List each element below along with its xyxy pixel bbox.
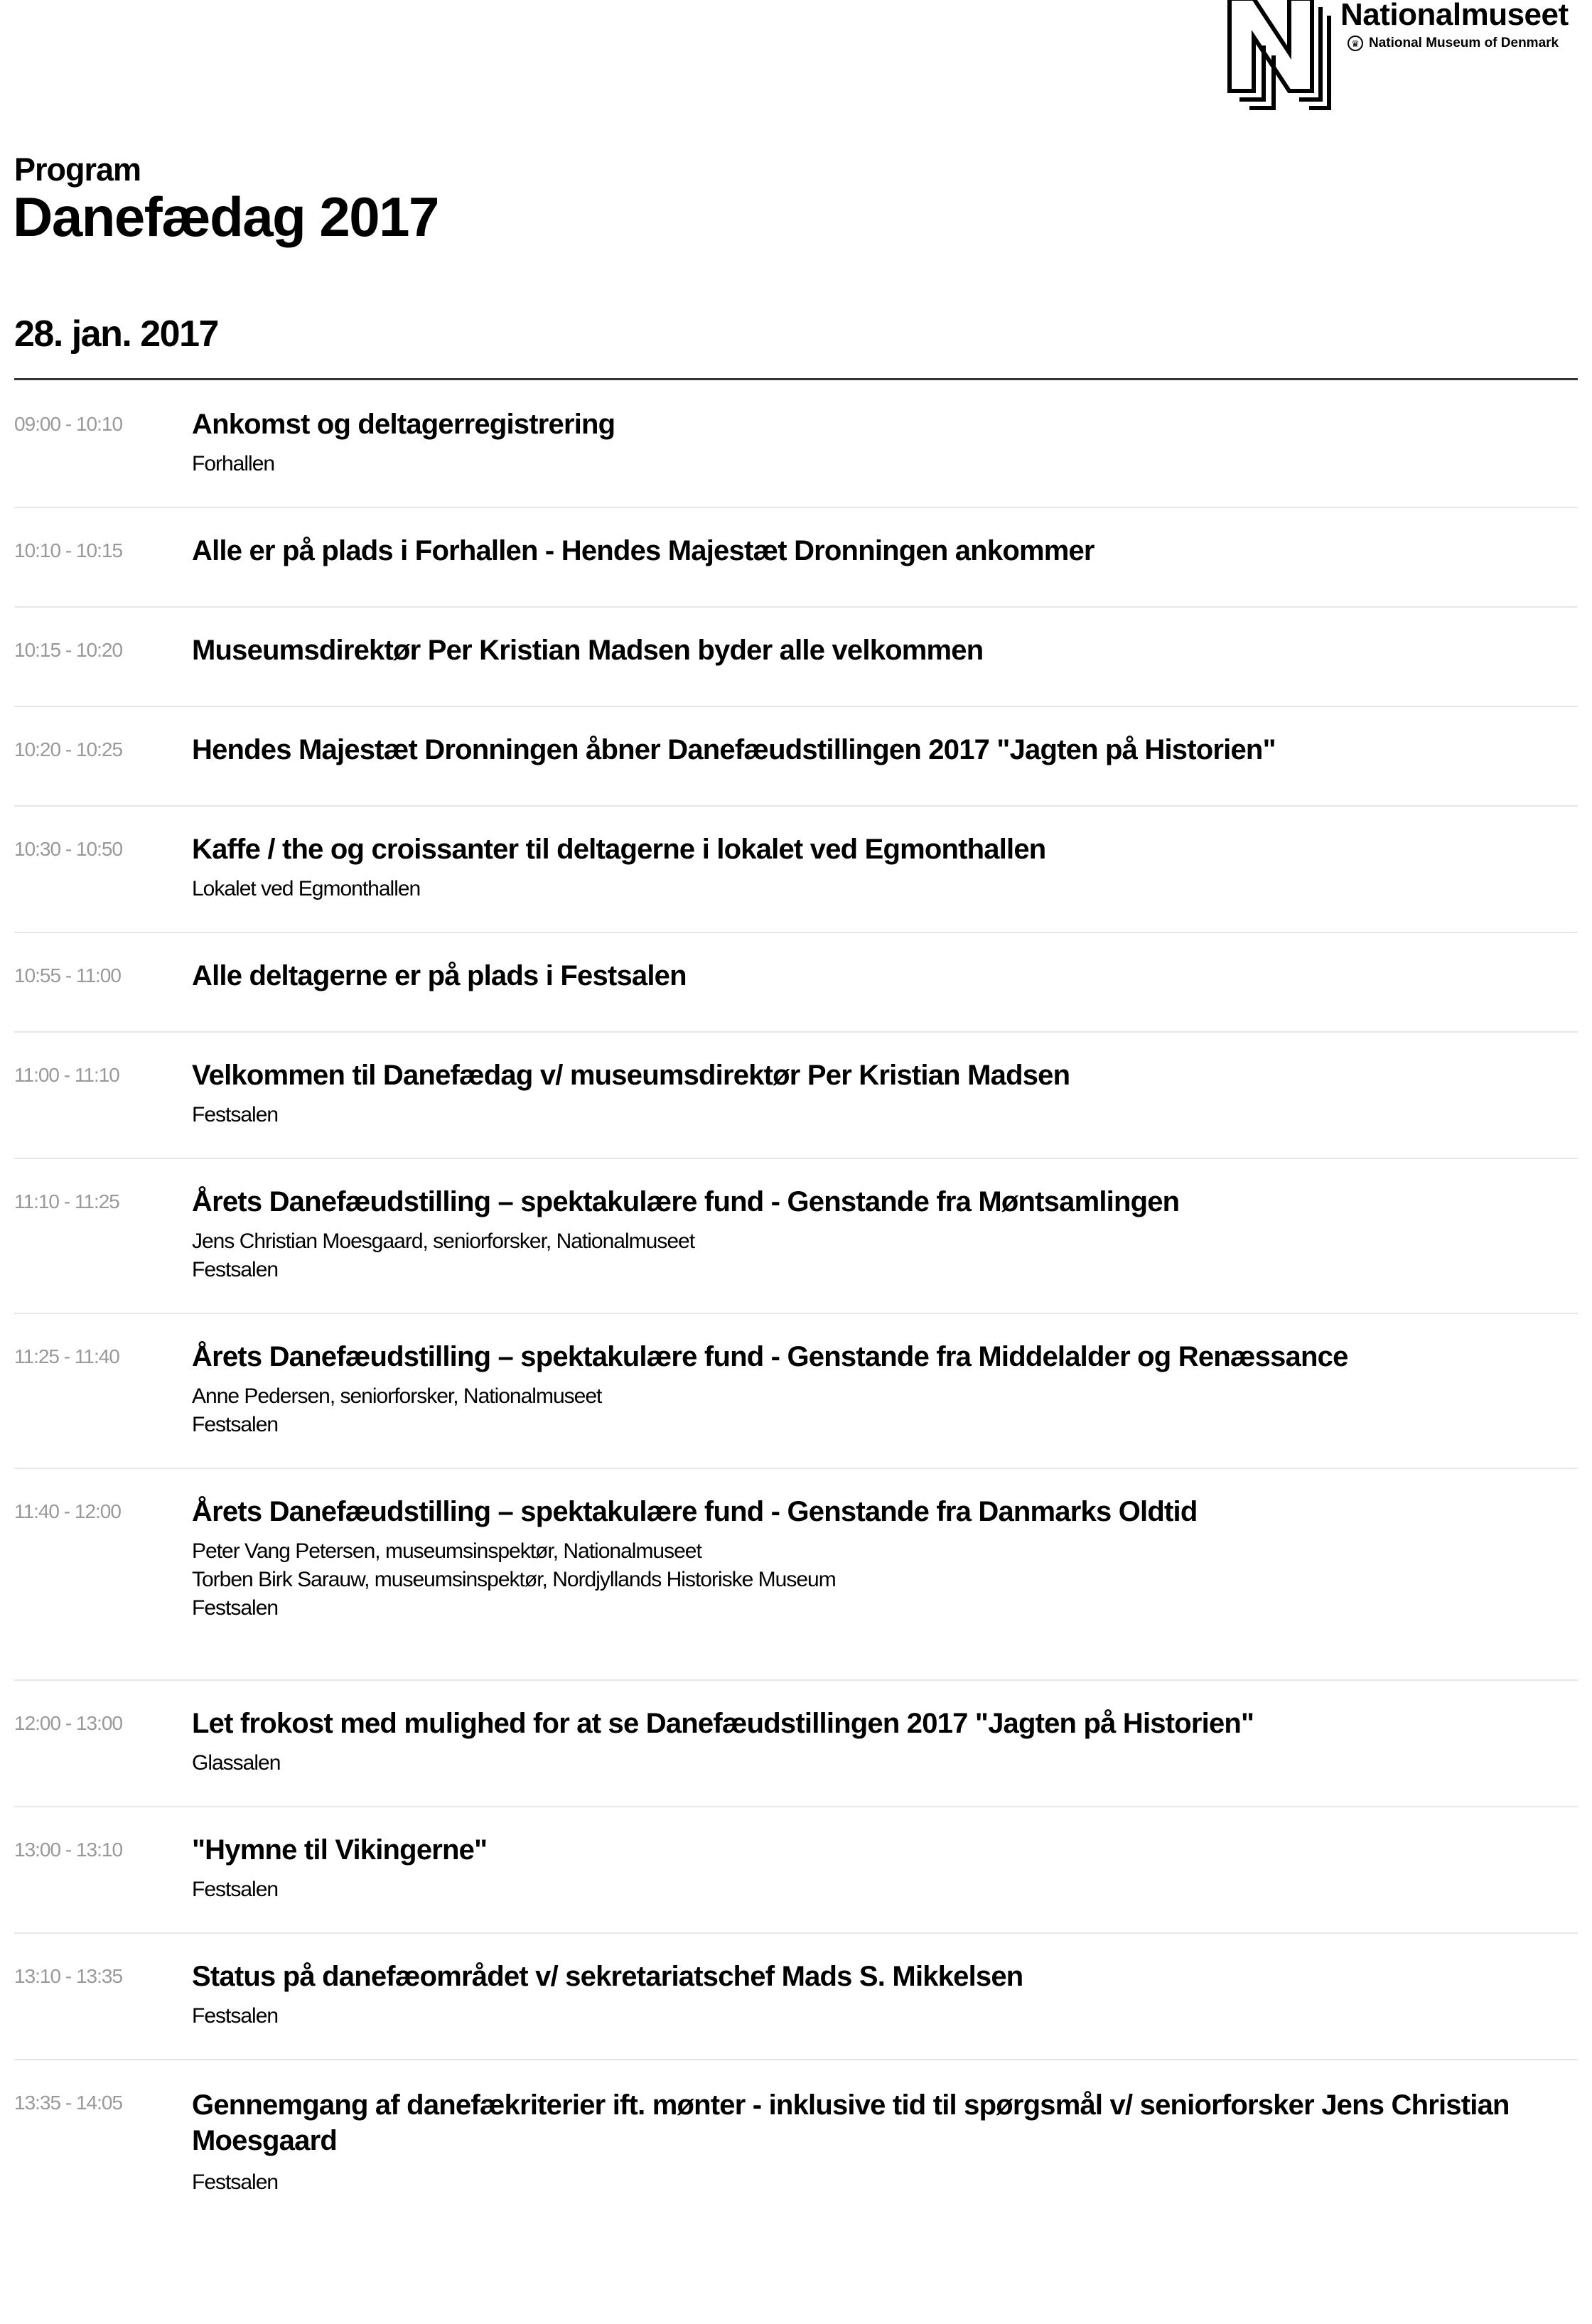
event-title: Gennemgang af danefækriterier ift. mønter - inklusive tid til spørgsmål v/ seniorforsker Jens Christian Moesgaard bbox=[192, 2089, 1510, 2156]
logo-subtitle-text: National Museum of Denmark bbox=[1369, 36, 1559, 50]
nationalmuseet-logo-icon bbox=[1225, 0, 1339, 117]
event-title: Ankomst og deltagerregistrering bbox=[192, 409, 615, 440]
time-range: 10:20 - 10:25 bbox=[14, 738, 123, 760]
time-range: 13:35 - 14:05 bbox=[14, 2092, 123, 2114]
logo-subtitle bbox=[1348, 36, 1559, 51]
event-title: Kaffe / the og croissanter til deltagerne i lokalet ved Egmonthallen bbox=[192, 834, 1046, 865]
schedule-row bbox=[14, 507, 1578, 606]
schedule-list bbox=[14, 380, 1578, 2225]
event-title: Årets Danefæudstilling – spektakulære fund - Genstande fra Danmarks Oldtid bbox=[192, 1496, 1198, 1527]
event-location: Festsalen bbox=[192, 1596, 279, 1620]
time-range: 10:30 - 10:50 bbox=[14, 838, 123, 860]
event-title: Velkommen til Danefædag v/ museumsdirektør Per Kristian Madsen bbox=[192, 1060, 1070, 1091]
event-speaker: Peter Vang Petersen, museumsinspektør, Nationalmuseet bbox=[192, 1539, 701, 1563]
schedule-row bbox=[14, 1679, 1578, 1806]
schedule-row bbox=[14, 2059, 1578, 2225]
schedule-row bbox=[14, 1468, 1578, 1679]
event-location: Festsalen bbox=[192, 1258, 279, 1281]
schedule-row bbox=[14, 1932, 1578, 2059]
event-location: Forhallen bbox=[192, 452, 275, 475]
schedule-row bbox=[14, 380, 1578, 507]
time-range: 11:10 - 11:25 bbox=[14, 1190, 119, 1212]
event-location: Festsalen bbox=[192, 1878, 279, 1901]
time-range: 10:10 - 10:15 bbox=[14, 539, 123, 561]
event-title: Årets Danefæudstilling – spektakulære fund - Genstande fra Møntsamlingen bbox=[192, 1186, 1180, 1217]
event-location: Festsalen bbox=[192, 1413, 279, 1436]
event-title: Alle deltagerne er på plads i Festsalen bbox=[192, 960, 687, 991]
time-range: 09:00 - 10:10 bbox=[14, 413, 123, 435]
time-range: 13:10 - 13:35 bbox=[14, 1965, 123, 1987]
page-pretitle: Program bbox=[14, 151, 141, 188]
page-title: Danefædag 2017 bbox=[13, 185, 439, 248]
time-range: 13:00 - 13:10 bbox=[14, 1839, 123, 1861]
time-range: 11:25 - 11:40 bbox=[14, 1345, 119, 1367]
royal-crown-icon: ♛ bbox=[1348, 36, 1363, 51]
schedule-row bbox=[14, 606, 1578, 706]
time-range: 11:40 - 12:00 bbox=[14, 1500, 121, 1522]
schedule-row bbox=[14, 1313, 1578, 1468]
time-range: 10:15 - 10:20 bbox=[14, 639, 123, 661]
event-location: Festsalen bbox=[192, 1103, 279, 1126]
event-title: Alle er på plads i Forhallen - Hendes Majestæt Dronningen ankommer bbox=[192, 535, 1094, 566]
schedule-row bbox=[14, 706, 1578, 805]
time-range: 10:55 - 11:00 bbox=[14, 964, 121, 986]
event-title: Hendes Majestæt Dronningen åbner Danefæudstillingen 2017 "Jagten på Historien" bbox=[192, 734, 1276, 765]
schedule-row bbox=[14, 1031, 1578, 1158]
event-location: Festsalen bbox=[192, 2170, 279, 2194]
time-range: 12:00 - 13:00 bbox=[14, 1712, 123, 1734]
event-date: 28. jan. 2017 bbox=[14, 313, 218, 355]
event-speaker: Jens Christian Moesgaard, seniorforsker, Nationalmuseet bbox=[192, 1230, 695, 1253]
blank-line bbox=[192, 1623, 1578, 1651]
schedule-row bbox=[14, 1158, 1578, 1313]
event-speaker: Anne Pedersen, seniorforsker, Nationalmuseet bbox=[192, 1384, 602, 1408]
event-speaker: Torben Birk Sarauw, museumsinspektør, Nordjyllands Historiske Museum bbox=[192, 1568, 836, 1591]
event-title: "Hymne til Vikingerne" bbox=[192, 1834, 488, 1866]
logo-wordmark: Nationalmuseet bbox=[1340, 0, 1569, 32]
schedule-row bbox=[14, 1806, 1578, 1932]
event-location: Festsalen bbox=[192, 2004, 279, 2028]
event-title: Årets Danefæudstilling – spektakulære fund - Genstande fra Middelalder og Renæssance bbox=[192, 1341, 1348, 1372]
event-location: Lokalet ved Egmonthallen bbox=[192, 877, 421, 900]
schedule-row bbox=[14, 932, 1578, 1031]
event-title: Status på danefæområdet v/ sekretariatschef Mads S. Mikkelsen bbox=[192, 1961, 1023, 1992]
time-range: 11:00 - 11:10 bbox=[14, 1064, 119, 1086]
event-location: Glassalen bbox=[192, 1751, 281, 1775]
schedule-row bbox=[14, 805, 1578, 932]
event-title: Museumsdirektør Per Kristian Madsen byder alle velkommen bbox=[192, 635, 984, 666]
event-title: Let frokost med mulighed for at se Danefæudstillingen 2017 "Jagten på Historien" bbox=[192, 1708, 1254, 1739]
